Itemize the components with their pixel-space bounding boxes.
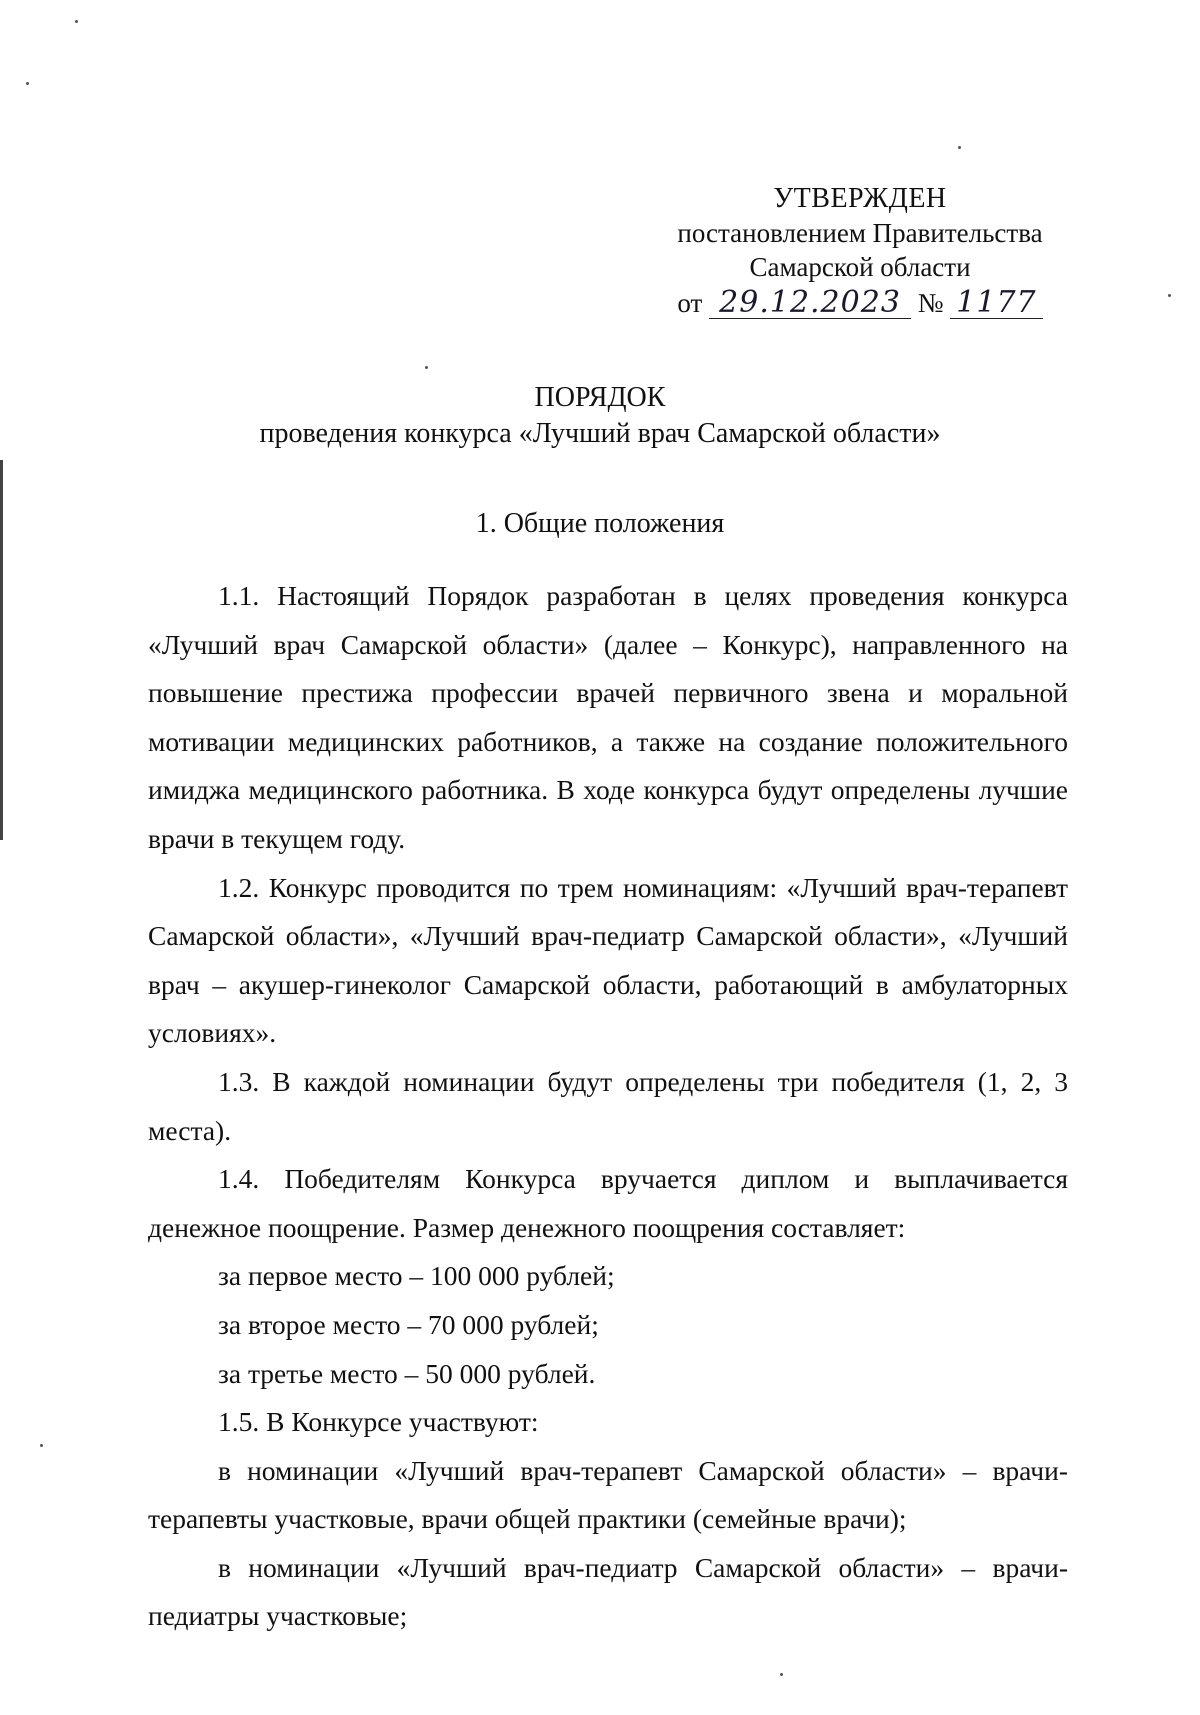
section-title: 1. Общие положения <box>475 508 725 539</box>
scan-speck <box>425 366 428 369</box>
paragraph-1-2: 1.2. Конкурс проводится по трем номинациям: «Лучший врач-терапевт Самарской области», «Лучший врач-педиатр Самарской области», «Лучший врач – акушер-гинеколог Самарской области, работающий в амбулаторных условиях». <box>148 871 1068 1049</box>
paragraph-1-4: 1.4. Победителям Конкурса вручается диплом и выплачивается денежное поощрение. Размер денежного поощрения составляет: <box>148 1163 1068 1243</box>
paragraph-1-3: 1.3. В каждой номинации будут определены три победителя (1, 2, 3 места). <box>148 1065 1068 1146</box>
handwritten-number: 1177 <box>950 288 1042 319</box>
paragraph-1-5: 1.5. В Конкурсе участвуют: <box>218 1406 539 1438</box>
scan-speck <box>958 146 961 149</box>
approval-title: УТВЕРЖДЕН <box>773 183 947 214</box>
binding-mark <box>0 460 3 840</box>
approval-line-1: постановлением Правительства <box>677 218 1043 248</box>
scan-speck <box>780 1673 783 1676</box>
amount-second-place: за второе место – 70 000 рублей; <box>218 1308 599 1340</box>
approval-date-line <box>640 286 1080 320</box>
approval-block <box>640 182 1080 320</box>
approval-line-2: Самарской области <box>749 252 971 282</box>
document-subtitle: проведения конкурса «Лучший врач Самарской области» <box>259 418 941 449</box>
amount-first-place: за первое место – 100 000 рублей; <box>218 1260 615 1292</box>
date-prefix: от <box>677 288 703 318</box>
paragraph-1-5-therapist: в номинации «Лучший врач-терапевт Самарской области» – врачи-терапевты участковые, врачи общей практики (семейные врачи); <box>148 1454 1068 1535</box>
handwritten-date: 29.12.2023 <box>709 288 911 319</box>
document-body <box>148 572 1068 1641</box>
amount-third-place: за третье место – 50 000 рублей. <box>218 1357 596 1389</box>
paragraph-1-1: 1.1. Настоящий Порядок разработан в целях проведения конкурса «Лучший врач Самарской области» (далее – Конкурс), направленного на повышение престижа профессии врачей первичного звена и моральной мотивации медицинских работников, а также на создание положительного имиджа медицинского работника. В ходе конкурса будут определены лучшие врачи в текущем году. <box>148 580 1068 854</box>
scan-speck <box>26 82 29 85</box>
document-title: ПОРЯДОК <box>534 382 666 413</box>
paragraph-1-5-pediatrician: в номинации «Лучший врач-педиатр Самарской области» – врачи-педиатры участковые; <box>148 1551 1068 1632</box>
document-heading <box>150 380 1050 452</box>
scan-speck <box>75 20 78 23</box>
scan-speck <box>1168 294 1171 297</box>
scan-speck <box>40 1444 43 1447</box>
number-sign: № <box>917 288 944 318</box>
